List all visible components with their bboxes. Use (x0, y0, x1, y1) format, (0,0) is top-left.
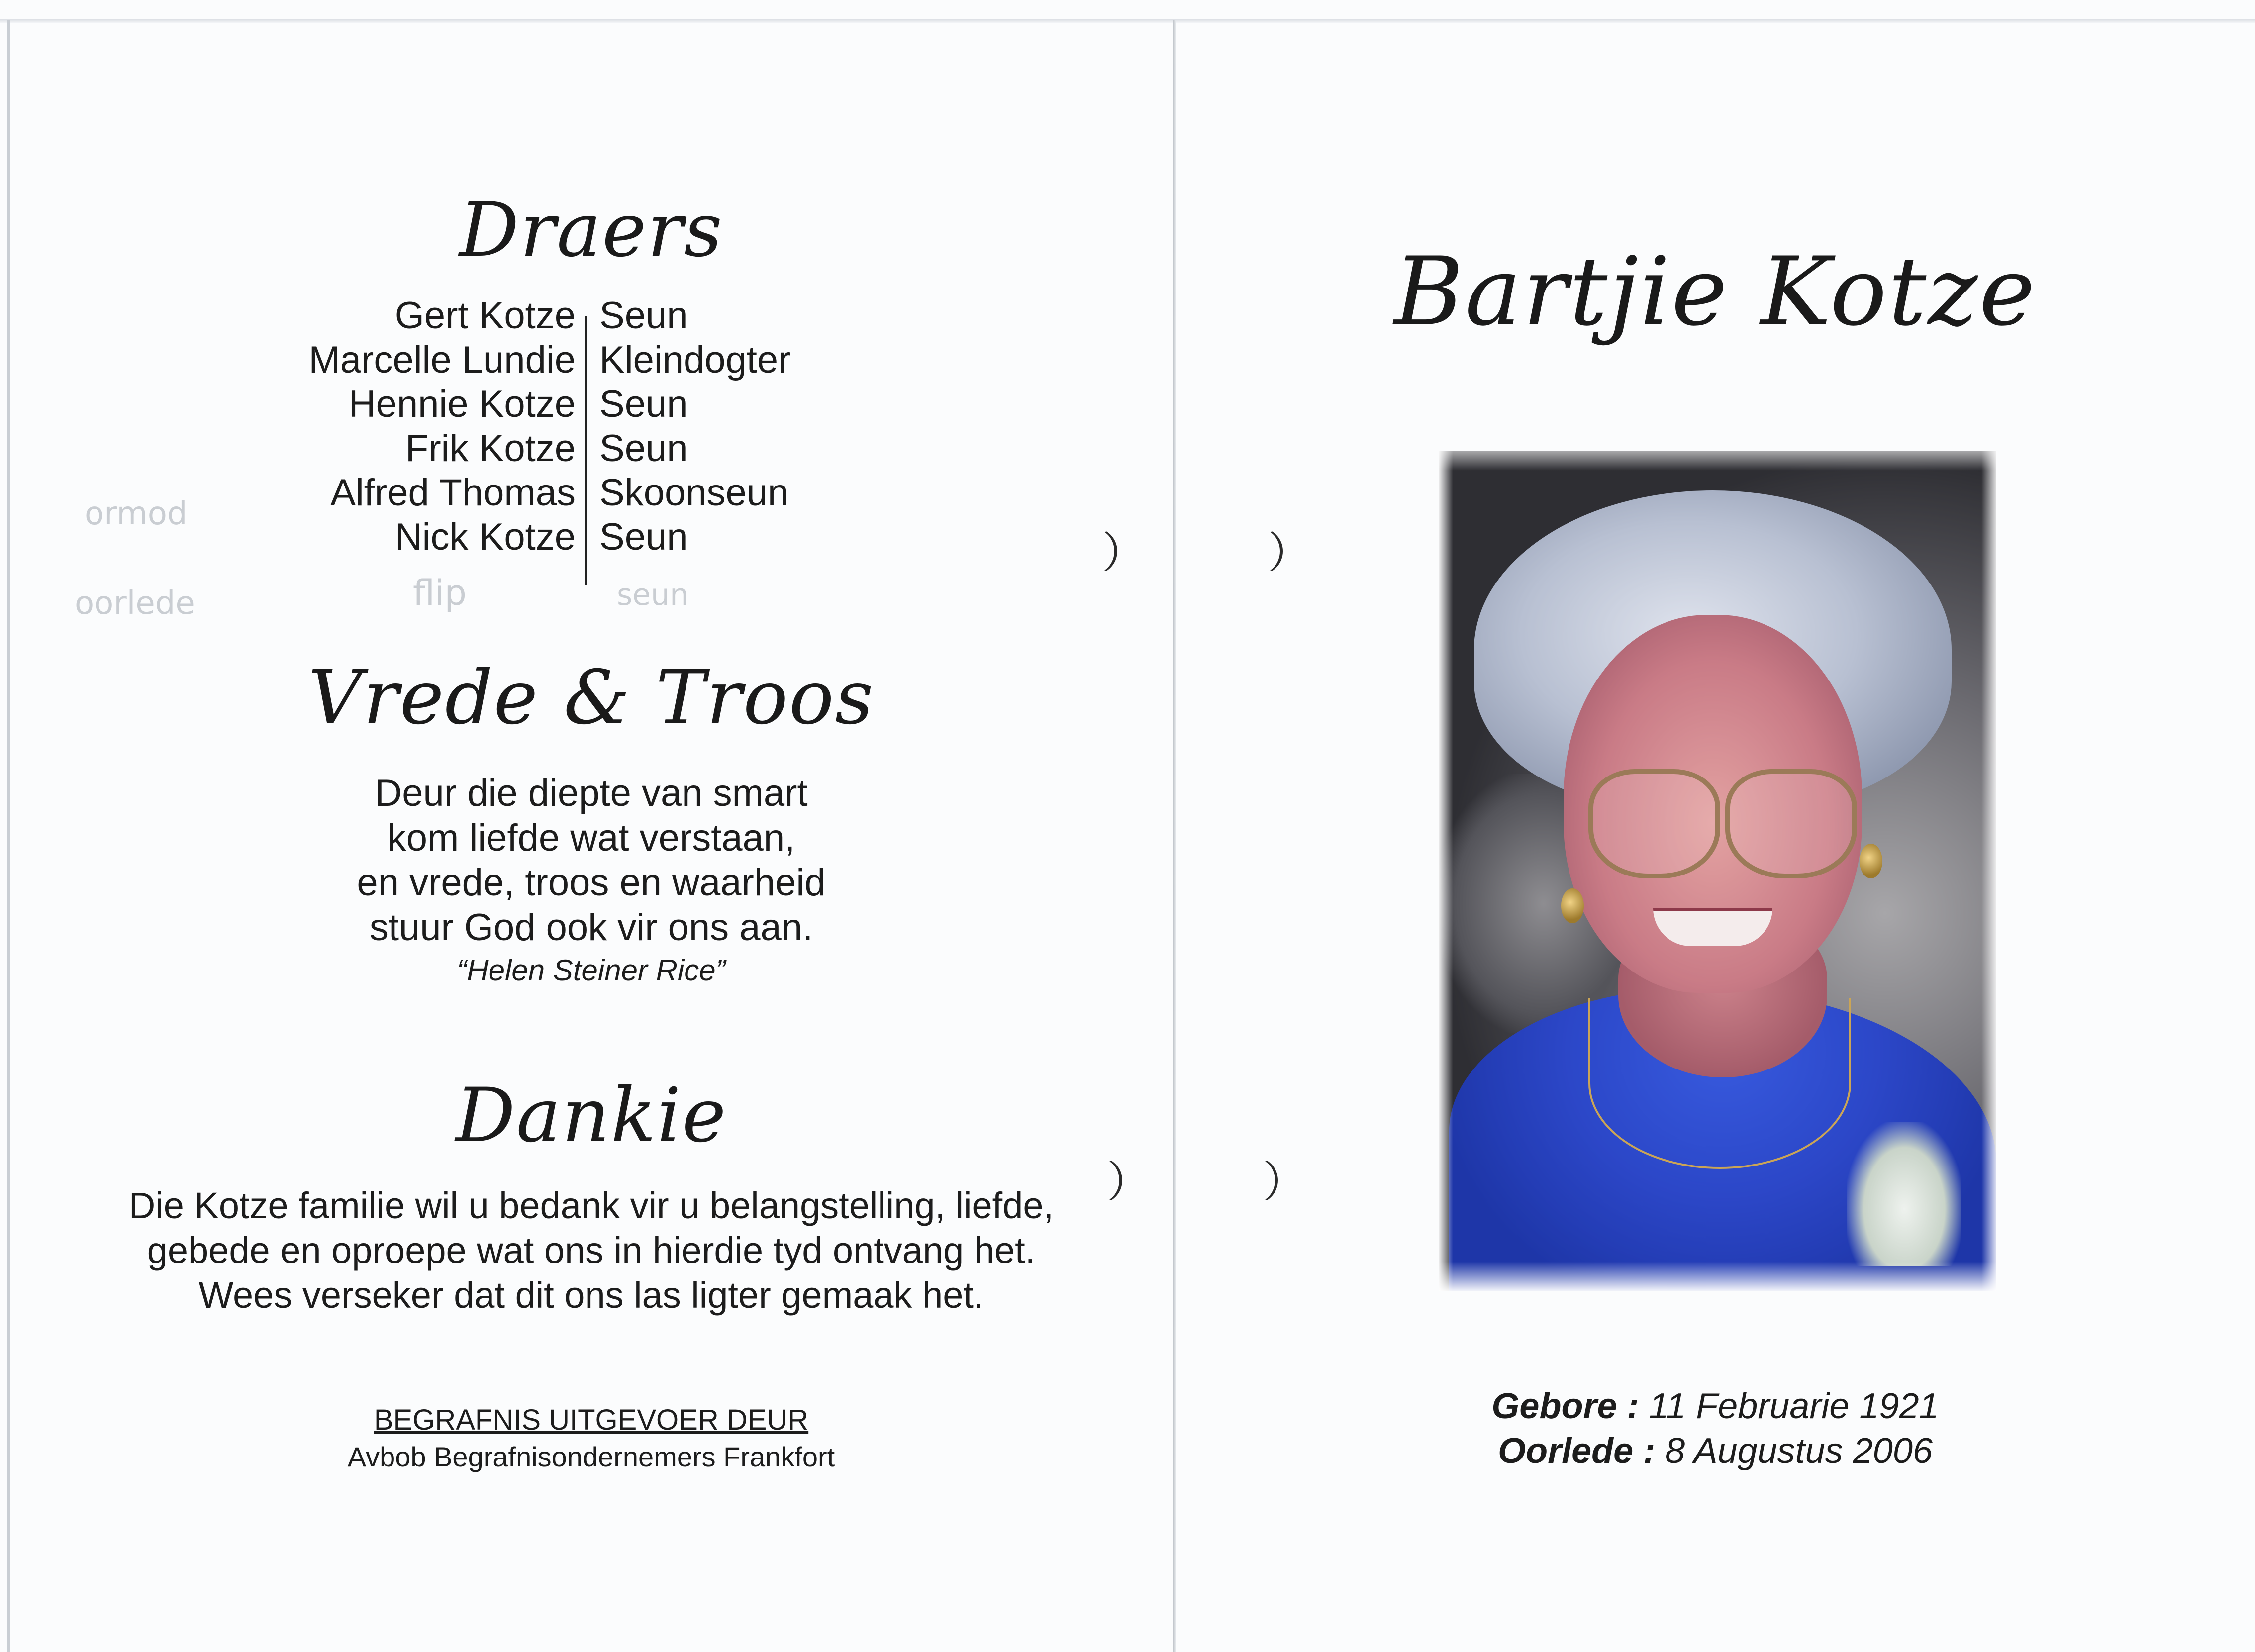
birth-date: 11 Februarie 1921 (1649, 1386, 1939, 1426)
thanks-line: Die Kotze familie wil u bedank vir u belangstelling, liefde, (128, 1185, 1054, 1226)
photo-earring (1860, 844, 1882, 878)
card-top-edge (0, 19, 2255, 23)
poem-author: “Helen Steiner Rice” (457, 954, 726, 987)
poem-line: stuur God ook vir ons aan. (369, 906, 813, 949)
bearer-name: Nick Kotze (394, 516, 576, 558)
photo-face (1564, 615, 1862, 993)
poem-line: en vrede, troos en waarheid (357, 862, 826, 904)
death-line (1176, 1431, 2255, 1471)
thanks-line: Wees verseker dat dit ons las ligter gemaak het. (198, 1274, 984, 1316)
thanks-line: gebede en oproepe wat ons in hierdie tyd ontvang het. (147, 1230, 1036, 1271)
portrait-photo (1439, 451, 1996, 1291)
left-panel (10, 23, 1173, 1652)
bearer-name: Gert Kotze (394, 294, 576, 337)
photo-neck (1618, 913, 1827, 1077)
pencil-note-margin: oorlede (75, 585, 195, 622)
photo-background-shadow (1439, 774, 1648, 1033)
photo-glasses-lens (1725, 769, 1857, 878)
bearers-title: Draers (459, 187, 723, 274)
photo-blue-dress (1449, 988, 1996, 1291)
bearer-row (10, 427, 1173, 471)
right-panel (1176, 23, 2255, 1652)
pencil-note-margin: ormod (85, 495, 188, 532)
bearer-name: Marcelle Lundie (308, 339, 576, 381)
punch-hole (1240, 1157, 1278, 1204)
bearer-relation: Skoonseun (599, 472, 789, 514)
photo-glasses-lens (1588, 769, 1720, 878)
death-label: Oorlede : (1498, 1431, 1656, 1471)
photo-necklace (1588, 998, 1851, 1169)
poem-title: Vrede & Troos (308, 655, 875, 741)
punch-hole (1245, 528, 1283, 575)
bearer-relation: Kleindogter (599, 339, 791, 381)
funeral-heading: BEGRAFNIS UITGEVOER DEUR (374, 1404, 809, 1436)
funeral-company: Avbob Begrafnisondernemers Frankfort (347, 1441, 835, 1472)
bearer-relation: Seun (599, 294, 688, 337)
bearer-name: Frik Kotze (405, 427, 576, 470)
pencil-note-name: flip (413, 573, 467, 613)
birth-label: Gebore : (1491, 1386, 1639, 1426)
poem-line: kom liefde wat verstaan, (387, 817, 795, 859)
poem-line: Deur die diepte van smart (375, 772, 808, 814)
thanks-title: Dankie (455, 1072, 727, 1159)
bearer-row (10, 294, 1173, 338)
photo-hair (1474, 490, 1952, 809)
bearer-relation: Seun (599, 383, 688, 425)
bearer-row (10, 383, 1173, 427)
birth-line (1176, 1386, 2255, 1427)
photo-background (1439, 451, 1996, 1291)
deceased-name: Bartjie Kotze (1394, 237, 2037, 347)
photo-earring (1561, 888, 1584, 923)
photo-corsage (1847, 1122, 1961, 1266)
bearer-row (10, 338, 1173, 383)
bearer-relation: Seun (599, 427, 688, 470)
death-date: 8 Augustus 2006 (1665, 1431, 1933, 1471)
bearer-name: Hennie Kotze (348, 383, 576, 425)
pencil-note-relation: seun (617, 578, 689, 612)
photo-smile (1653, 908, 1772, 946)
bearer-name: Alfred Thomas (330, 472, 576, 514)
bearer-relation: Seun (599, 516, 688, 558)
